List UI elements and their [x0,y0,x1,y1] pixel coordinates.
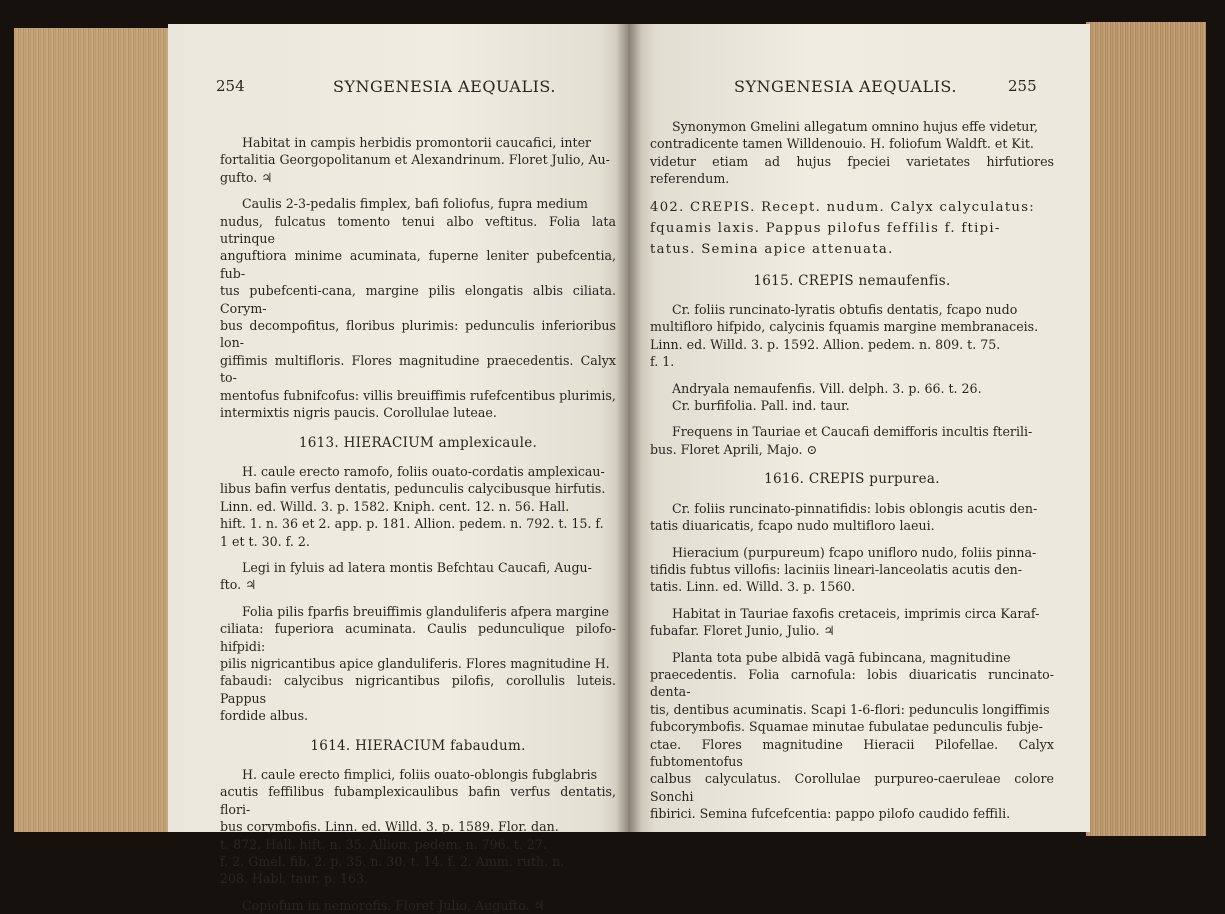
text-line: bus. Floret Aprili, Majo. ⊙ [650,441,818,457]
text-line: Folia pilis fparfis breuiffimis glanduliferis afpera margine [242,603,609,619]
page-body [650,118,1054,823]
text-line: libus bafin verfus dentatis, pedunculis calycibusque hirfutis. [220,481,606,497]
text-line: Cr. foliis runcinato-lyratis obtufis dentatis, fcapo nudo [672,302,1018,318]
text-line: Linn. ed. Willd. 3. p. 1582. Kniph. cent. 12. n. 56. Hall. [220,498,570,514]
spacer [650,260,1054,269]
left-page [168,24,628,913]
text-line: f. 1. [650,354,675,370]
text-line: contradicente tamen Willdenouio. H. foliofum Waldft. et Kit. [650,136,1034,152]
text-line: ciliata: fuperiora acuminata. Caulis pedunculique pilofo-hifpidi: [220,621,616,654]
text-line: nudus, fulcatus tomento tenui albo veftitus. Folia lata utrinque [220,213,616,247]
text-line: H. caule erecto ramofo, foliis ouato-cordatis amplexicau- [242,463,605,479]
spacer [650,458,1054,467]
species-heading: 1613. HIERACIUM amplexicaule. [298,434,538,451]
text-line: fubafar. Floret Junio, Julio. ♃ [650,623,835,639]
text-line: Habitat in campis herbidis promontorii caucafici, inter [242,135,592,150]
text-line: gufto. ♃ [220,169,273,185]
text-line: Synonymon Gmelini allegatum omnino hujus effe videtur, [672,119,1039,134]
text-line: 208. Habl. taur. p. 163. [220,871,369,887]
text-line: tis, dentibus acuminatis. Scapi 1-6-flori: pedunculis longiffimis [650,701,1050,717]
text-line: Legi in fyluis ad latera montis Befchtau Caucafi, Augu- [242,559,592,575]
text-line: fordide albus. [220,708,309,724]
spacer [220,725,616,734]
text-line: f. 2. Gmel. fib. 2. p. 35. n. 30. t. 14. f. 2. Amm. ruth. n. [220,854,565,870]
text-line: giffimis multifloris. Flores magnitudine praecedentis. Calyx to- [220,352,616,386]
text-line: fto. ♃ [220,577,257,593]
text-line: ctae. Flores magnitudine Hieracii Pilofellae. Calyx fubtomentofus [650,736,1054,769]
text-line: mentofus fubnifcofus: villis breuiffimis rufefcentibus plurimis, [220,387,616,403]
page-number: 255 [1008,77,1037,95]
right-page [628,24,1090,832]
text-line: praecedentis. Folia carnofula: lobis diuaricatis runcinato-denta- [650,666,1054,700]
page-edges-right [1086,22,1206,836]
book-gutter [616,24,642,832]
text-line: videtur etiam ad hujus fpeciei varietates hirfutiores referendum. [650,153,1054,187]
text-line: Copiofum in nemorofis. Floret Julio, Augufto. ♃ [242,897,545,913]
text-line: Habitat in Tauriae faxofis cretaceis, imprimis circa Karaf- [672,605,1040,621]
text-line: intermixtis nigris paucis. Corollulae luteae. [220,405,497,421]
text-line: pilis nigricantibus apice glanduliferis. Flores magnitudine H. [220,655,610,671]
spacer [220,594,616,603]
text-line: bus decompofitus, floribus plurimis: pedunculis inferioribus lon- [220,318,616,351]
text-line: Andryala nemaufenfis. Vill. delph. 3. p. 66. t. 26. [672,380,982,396]
spacer [650,535,1054,544]
text-line: bus corymbofis. Linn. ed. Willd. 3. p. 1589. Flor. dan. [220,819,559,835]
text-line: Cr. foliis runcinato-pinnatifidis: lobis oblongis acutis den- [672,500,1038,516]
text-line: fubcorymbofis. Squamae minutae fubulatae pedunculis fubje- [650,719,1043,735]
spacer [220,422,616,431]
page-edges-left [14,28,172,832]
text-line: Cr. burfifolia. Pall. ind. taur. [672,398,850,414]
text-line: Planta tota pube albidā vagā fubincana, magnitudine [672,649,1011,665]
text-line: tus pubefcenti-cana, margine pilis elongatis albis ciliata. Corym- [220,283,616,316]
text-line: 1 et t. 30. f. 2. [220,533,310,549]
spacer [650,491,1054,500]
spacer [220,757,616,766]
text-line: H. caule erecto fimplici, foliis ouato-oblongis fubglabris [242,767,598,782]
text-line: Frequens in Tauriae et Caucafi demifforis incultis fterili- [672,424,1033,440]
text-line: Caulis 2-3-pedalis fimplex, bafi foliofus, fupra medium [242,196,588,212]
text-line: fabaudi: calycibus nigricantibus pilofis, corollulis luteis. Pappus [220,673,616,706]
text-line: multifloro hifpido, calycinis fquamis margine membranaceis. [650,319,1039,335]
text-line: Linn. ed. Willd. 3. p. 1592. Allion. pedem. n. 809. t. 75. [650,336,1001,352]
text-line: tifidis fubtus villofis: laciniis lineari-lanceolatis acutis den- [650,561,1023,577]
spacer [650,188,1054,197]
species-heading: 1614. HIERACIUM fabaudum. [310,737,526,754]
spacer [220,550,616,559]
spacer [650,596,1054,605]
genus-diagnosis-line: fquamis laxis. Pappus pilofus feffilis f. ftipi- [650,220,1001,236]
species-heading: 1615. CREPIS nemaufenfis. [753,272,951,289]
text-line: anguftiora minime acuminata, fuperne leniter pubefcentia, fub- [220,248,616,281]
spacer [220,888,616,897]
text-line: tatis. Linn. ed. Willd. 3. p. 1560. [650,579,856,595]
spacer [220,454,616,463]
text-line: Hieracium (purpureum) fcapo unifloro nudo, foliis pinna- [672,544,1037,560]
text-line: fibirici. Semina fufcefcentia: pappo pilofo caudido feffili. [650,806,1011,822]
genus-diagnosis-line: 402. CREPIS. Recept. nudum. Calyx calyculatus: [650,199,1036,215]
spacer [650,292,1054,301]
text-line: t. 872. Hall. hift. n. 35. Allion. pedem. n. 796. t. 27. [220,836,547,852]
species-heading: 1616. CREPIS purpurea. [764,471,940,488]
text-line: fortalitia Georgopolitanum et Alexandrinum. Floret Julio, Au- [220,152,610,168]
text-line: calbus calyculatus. Corollulae purpureo-caeruleae colore Sonchi [650,771,1054,804]
running-head: SYNGENESIA AEQUALIS. [333,77,556,96]
spacer [650,414,1054,423]
text-line: tatis diuaricatis, fcapo nudo multifloro laeui. [650,518,935,534]
spacer [650,371,1054,380]
spacer [220,186,616,195]
spacer [650,640,1054,649]
text-line: hift. 1. n. 36 et 2. app. p. 181. Allion. pedem. n. 792. t. 15. f. [220,516,604,532]
page-body [220,134,616,914]
genus-diagnosis-line: tatus. Semina apice attenuata. [650,241,894,257]
running-head: SYNGENESIA AEQUALIS. [734,77,957,96]
text-line: acutis feffilibus fubamplexicaulibus bafin verfus dentatis, flori- [220,784,616,817]
page-number: 254 [216,77,245,95]
